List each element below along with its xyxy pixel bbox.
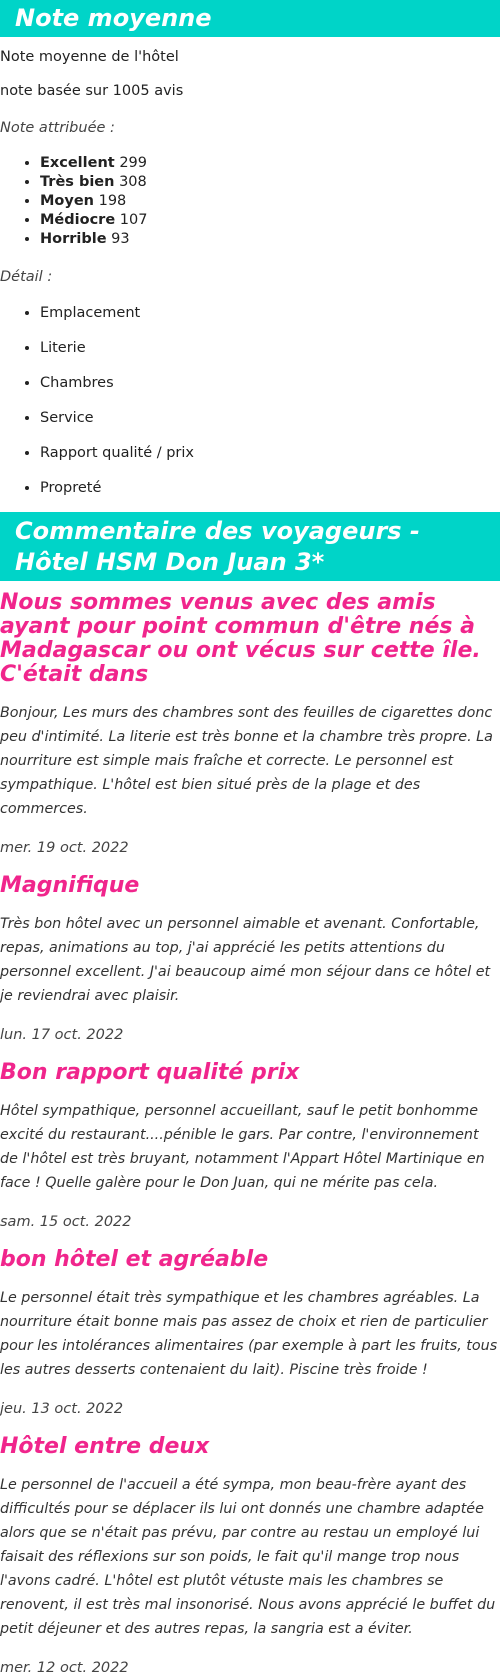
rating-item	[40, 211, 500, 230]
rating-label: Horrible	[40, 231, 107, 247]
rating-count: 308	[119, 174, 147, 190]
review-text: Le personnel était très sympathique et les chambres agréables. La nourriture était bonne mais pas assez de choix et rien de particulier pour les intolérances alimentaires (par exemple à part les fruits, tous les autres desserts contenaient du lait). Piscine très froide !	[0, 1290, 498, 1378]
rating-label: Excellent	[40, 155, 115, 171]
review-title: Hôtel entre deux	[0, 1434, 210, 1459]
review-text: Hôtel sympathique, personnel accueillant, sauf le petit bonhomme excité du restaurant....pénible le gars. Par contre, l'environnement de l'hôtel est très bruyant, notamment l'Appart Hôtel Martinique en face ! Quelle galère pour le Don Juan, qui ne mérite pas cela.	[0, 1103, 485, 1191]
detail-label: Détail :	[0, 269, 53, 285]
hotel-rating-label: Note moyenne de l'hôtel	[0, 49, 179, 65]
detail-item: • Rapport qualité / prix	[40, 443, 500, 463]
review-title: Magnifique	[0, 873, 140, 898]
review-card	[0, 1061, 500, 1232]
review-date: jeu. 13 oct. 2022	[0, 1401, 124, 1417]
review-count-text: note basée sur 1005 avis	[0, 83, 184, 99]
review-date: mer. 12 oct. 2022	[0, 1660, 129, 1676]
rating-item	[40, 192, 500, 211]
rating-item	[40, 173, 500, 192]
review-text: Bonjour, Les murs des chambres sont des feuilles de cigarettes donc peu d'intimité. La literie est très bonne et la chambre très propre. La nourriture est simple mais fraîche et correcte. Le personnel est sympathique. L'hôtel est bien situé près de la plage et des commerces.	[0, 705, 493, 817]
review-text: Le personnel de l'accueil a été sympa, mon beau-frère ayant des difficultés pour se déplacer ils lui ont donnés une chambre adaptée alors que se n'était pas prévu, par contre au restau un employé lui faisait des réflexions sur son poids, le fait qu'il mange trop nous l'avons cadré. L'hôtel est plutôt vétuste mais les chambres se renovent, il est très mal insonorisé. Nous avons apprécié le buffet du petit déjeuner et des autres repas, la sangria est a éviter.	[0, 1477, 496, 1637]
rating-breakdown-list	[0, 154, 500, 249]
review-card	[0, 1435, 500, 1678]
detail-item: • Literie	[40, 338, 500, 358]
section-heading-reviews: Commentaire des voyageurs - Hôtel HSM Don Juan 3*	[0, 512, 500, 581]
review-card	[0, 1248, 500, 1419]
detail-item: • Propreté	[40, 478, 500, 498]
rating-label: Médiocre	[40, 212, 116, 228]
review-date: lun. 17 oct. 2022	[0, 1027, 124, 1043]
review-card	[0, 591, 500, 858]
review-title: Nous sommes venus avec des amis ayant pour point commun d'être nés à Madagascar ou ont vécus sur cette île. C'était dans	[0, 590, 481, 687]
review-date: sam. 15 oct. 2022	[0, 1214, 132, 1230]
rating-count: 299	[119, 155, 148, 171]
detail-list	[0, 303, 500, 498]
rating-label: Très bien	[40, 174, 115, 190]
rating-label: Moyen	[40, 193, 94, 209]
detail-item: • Service	[40, 408, 500, 428]
review-list	[0, 581, 500, 1678]
rating-count: 107	[119, 212, 148, 228]
rating-count: 198	[98, 193, 127, 209]
section-heading-rating: Note moyenne	[0, 0, 500, 37]
rating-item	[40, 230, 500, 249]
review-title: Bon rapport qualité prix	[0, 1060, 300, 1085]
detail-item: • Chambres	[40, 373, 500, 393]
attributed-rating-label: Note attribuée :	[0, 120, 115, 136]
review-text: Très bon hôtel avec un personnel aimable et avenant. Confortable, repas, animations au top, j'ai apprécié les petits attentions du personnel excellent. J'ai beaucoup aimé mon séjour dans ce hôtel et je reviendrai avec plaisir.	[0, 916, 491, 1004]
detail-item: • Emplacement	[40, 303, 500, 323]
review-date: mer. 19 oct. 2022	[0, 840, 129, 856]
review-card	[0, 874, 500, 1045]
rating-item	[40, 154, 500, 173]
rating-count: 93	[111, 231, 130, 247]
review-title: bon hôtel et agréable	[0, 1247, 269, 1272]
